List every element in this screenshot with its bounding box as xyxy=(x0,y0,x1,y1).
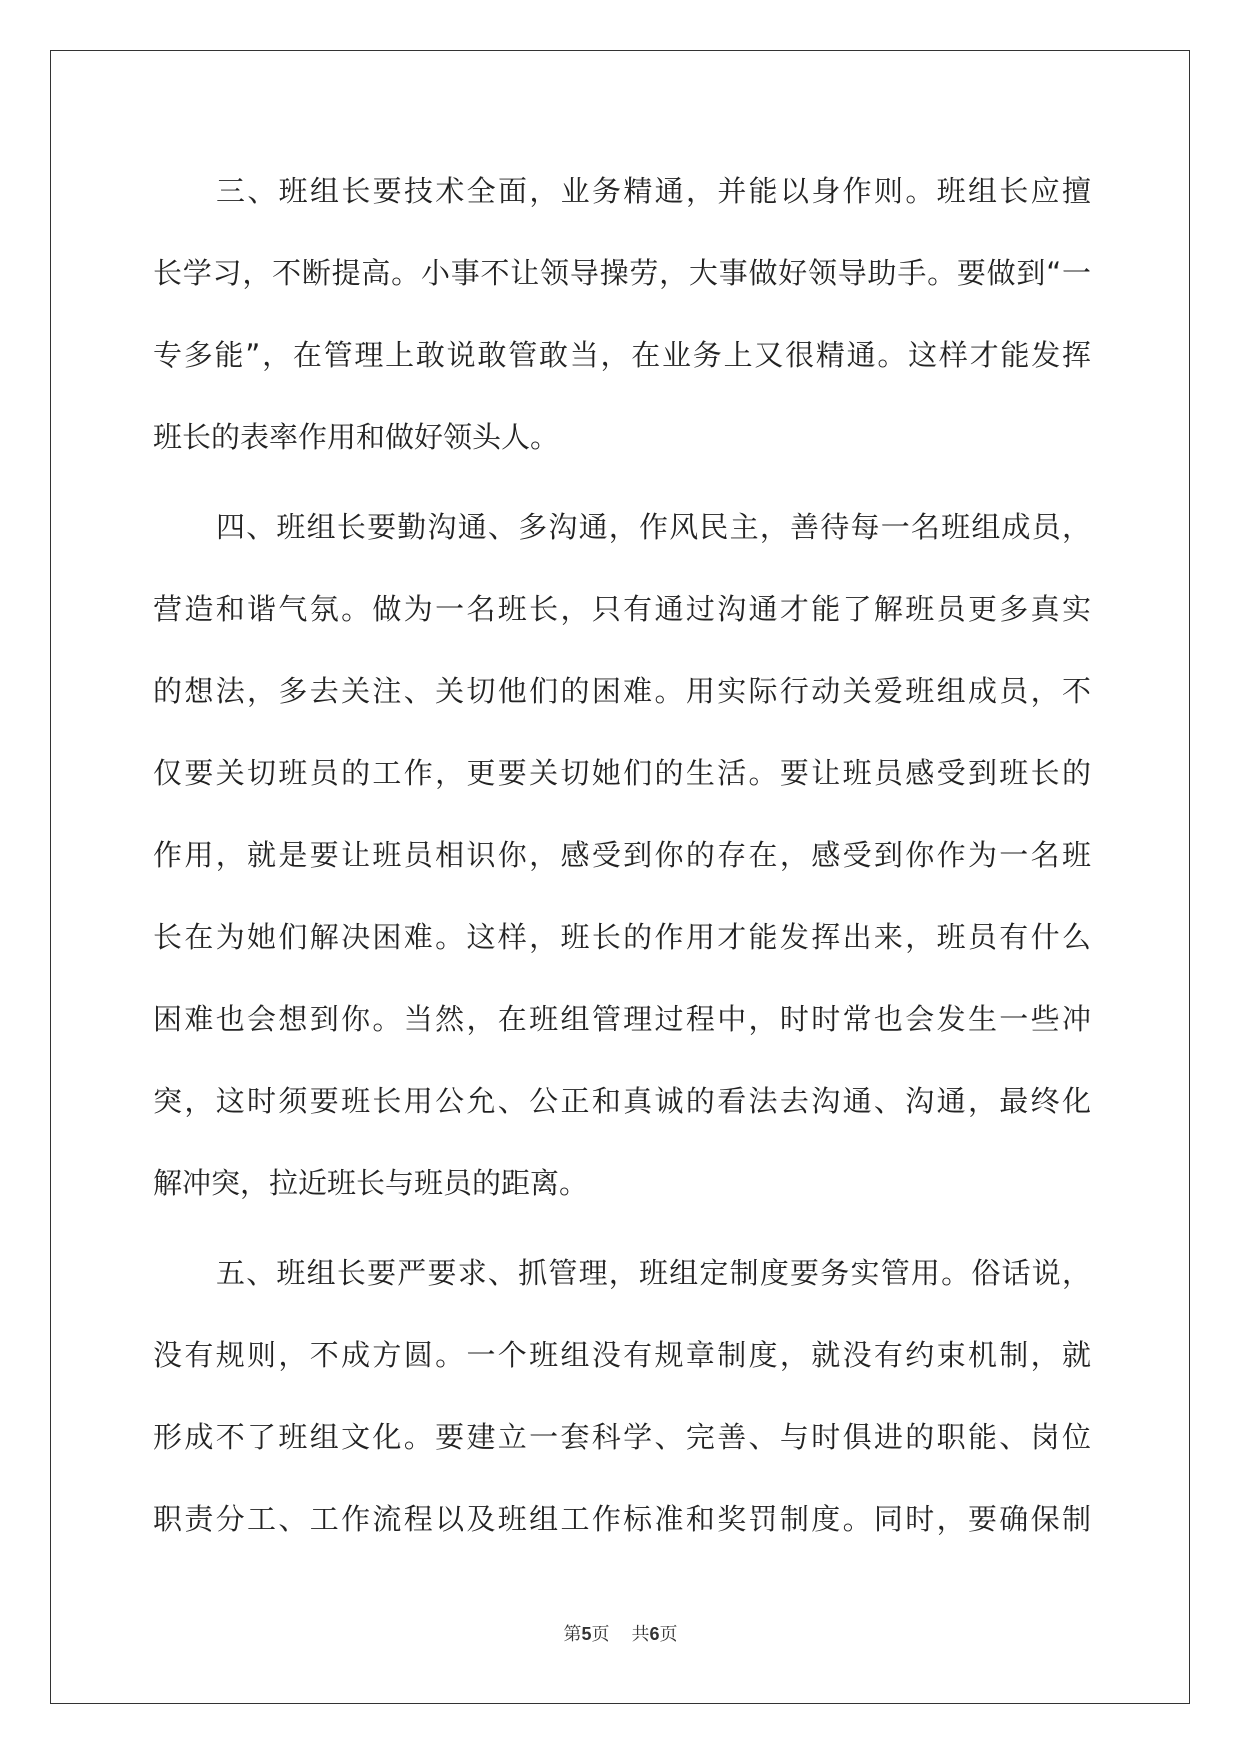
text-line: 困难也会想到你。当然，在班组管理过程中，时时常也会发生一些冲 xyxy=(153,1002,1091,1036)
text-line: 职责分工、工作流程以及班组工作标准和奖罚制度。同时，要确保制 xyxy=(153,1502,1091,1536)
paragraph-3 xyxy=(153,162,1091,490)
paragraph-4 xyxy=(153,498,1091,1236)
text-line: 营造和谐气氛。做为一名班长，只有通过沟通才能了解班员更多真实 xyxy=(153,592,1091,626)
text-line: 班长的表率作用和做好领头人。 xyxy=(153,420,560,454)
text-line: 仅要关切班员的工作，更要关切她们的生活。要让班员感受到班长的 xyxy=(153,756,1091,790)
footer-page-suffix: 页 xyxy=(591,1624,610,1645)
text-line: 五、班组长要严要求、抓管理，班组定制度要务实管用。俗话说， xyxy=(216,1256,1091,1290)
text-line: 专多能”，在管理上敢说敢管敢当，在业务上又很精通。这样才能发挥 xyxy=(153,338,1091,372)
text-line: 长学习，不断提高。小事不让领导操劳，大事做好领导助手。要做到“一 xyxy=(153,256,1091,290)
footer-total-suffix: 页 xyxy=(659,1624,678,1645)
footer-page-prefix: 第 xyxy=(563,1624,582,1645)
text-line: 没有规则，不成方圆。一个班组没有规章制度，就没有约束机制，就 xyxy=(153,1338,1091,1372)
text-line: 形成不了班组文化。要建立一套科学、完善、与时俱进的职能、岗位 xyxy=(153,1420,1091,1454)
page-footer xyxy=(0,1620,1241,1646)
footer-total-prefix: 共 xyxy=(631,1624,650,1645)
text-line: 四、班组长要勤沟通、多沟通，作风民主，善待每一名班组成员， xyxy=(216,510,1091,544)
footer-page-number: 5 xyxy=(581,1624,592,1644)
footer-total-number: 6 xyxy=(649,1624,660,1644)
text-line: 作用，就是要让班员相识你，感受到你的存在，感受到你作为一名班 xyxy=(153,838,1091,872)
text-line: 解冲突，拉近班长与班员的距离。 xyxy=(153,1166,589,1200)
text-line: 的想法，多去关注、关切他们的困难。用实际行动关爱班组成员，不 xyxy=(153,674,1091,708)
text-line: 突，这时须要班长用公允、公正和真诚的看法去沟通、沟通，最终化 xyxy=(153,1084,1091,1118)
document-body xyxy=(153,162,1091,1572)
text-line: 三、班组长要技术全面，业务精通，并能以身作则。班组长应擅 xyxy=(216,174,1091,208)
paragraph-5 xyxy=(153,1244,1091,1572)
text-line: 长在为她们解决困难。这样，班长的作用才能发挥出来，班员有什么 xyxy=(153,920,1091,954)
